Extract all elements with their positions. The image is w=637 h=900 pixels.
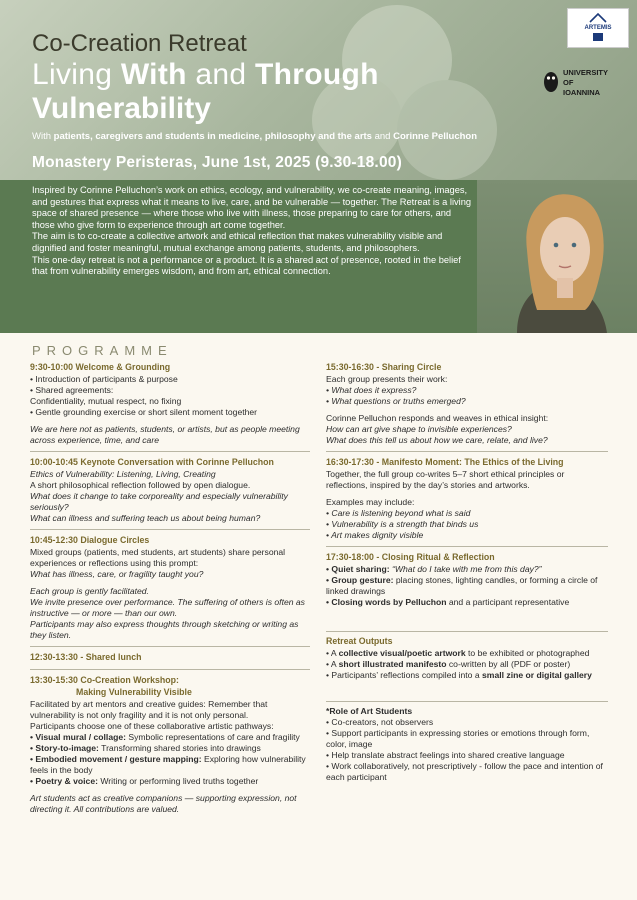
session-italic-note: • Care is listening beyond what is said — [326, 508, 471, 518]
session-dialogue-circles — [30, 533, 310, 647]
session-line: Each group presents their work: — [326, 374, 448, 384]
session-title: 9:30-10:00 Welcome & Grounding — [30, 362, 171, 372]
session-manifesto — [326, 455, 608, 547]
intro-paragraph-1: Inspired by Corinne Pelluchon’s work on ethics, ecology, and vulnerability, we co-create meaning, images, and gestures that express what it means to live, care, and be vulnerable — together. The Retreat is a living space of shared presence — where those who live with illness, those preparing to care for others, and those who give form to experience through art come together. — [32, 185, 472, 230]
programme-heading: PROGRAMME — [32, 343, 173, 358]
session-title: 10:45-12:30 Dialogue Circles — [30, 535, 150, 545]
title-line-2: Vulnerability — [32, 92, 211, 125]
session-italic-note: How can art give shape to invisible experiences? — [326, 424, 512, 434]
session-lunch — [30, 650, 310, 670]
uoi-line-3: IOANNINA — [563, 88, 601, 97]
session-line: • Introduction of participants & purpose — [30, 374, 178, 384]
session-italic-note: We are here not as patients, students, or artists, but as people meeting across experience, time, and care — [30, 424, 300, 445]
session-subtitle: Making Vulnerability Visible — [76, 687, 192, 697]
pathway-item: • Visual mural / collage: Symbolic representations of care and fragility — [30, 732, 300, 742]
session-italic-note: Participants may also express thoughts through sketching or writing as they listen. — [30, 619, 299, 640]
intro-band — [0, 180, 637, 333]
session-workshop — [30, 673, 310, 820]
owl-emblem-icon — [541, 68, 561, 94]
programme-right-column — [326, 360, 608, 783]
output-item: • A collective visual/poetic artwork to be exhibited or photographed — [326, 648, 590, 658]
session-italic-note: • What does it express? — [326, 385, 417, 395]
programme-left-column — [30, 360, 310, 820]
closing-item: • Group gesture: placing stones, lighting candles, or forming a circle of linked drawings — [326, 575, 598, 596]
artemis-mark-icon — [588, 13, 608, 23]
retreat-outputs — [326, 631, 608, 681]
output-item: • Participants’ reflections compiled into a small zine or digital gallery — [326, 670, 592, 680]
role-item: • Help translate abstract feelings into shared creative language — [326, 750, 565, 760]
session-title: 16:30-17:30 - Manifesto Moment: The Ethics of the Living — [326, 457, 564, 467]
role-item: • Work collaboratively, not prescriptively - follow the pace and intention of each participant — [326, 761, 603, 782]
title-line-1: Living With and Through — [32, 58, 379, 91]
session-keynote — [30, 455, 310, 530]
session-italic-note: What has illness, care, or fragility taught you? — [30, 569, 204, 579]
artemis-logo — [567, 8, 629, 48]
logo-area — [535, 0, 637, 102]
session-italic-note: Art students act as creative companions — supporting expression, not directing it. All contributions are valued. — [30, 793, 297, 814]
portrait-illustration — [477, 180, 637, 333]
pathway-item: • Story-to-image: Transforming shared stories into drawings — [30, 743, 261, 753]
output-item: • A short illustrated manifesto co-written by all (PDF or poster) — [326, 659, 571, 669]
session-italic-note: • Vulnerability is a strength that binds us — [326, 519, 479, 529]
event-kicker: Co-Creation Retreat — [32, 30, 247, 57]
session-line: Together, the full group co-writes 5–7 short ethical principles or reflections, inspired by the day’s stories and artworks. — [326, 469, 565, 490]
session-title: 10:00-10:45 Keynote Conversation with Corinne Pelluchon — [30, 457, 274, 467]
header-banner — [0, 0, 637, 180]
outputs-title: Retreat Outputs — [326, 636, 393, 646]
session-sharing-circle — [326, 360, 608, 452]
participants-subline: With patients, caregivers and students in medicine, philosophy and the arts and Corinne Pelluchon — [32, 131, 478, 142]
role-item: • Co-creators, not observers — [326, 717, 434, 727]
session-italic-note: What does this tell us about how we care, relate, and live? — [326, 435, 548, 445]
university-name — [563, 68, 608, 98]
session-italic-note: • Art makes dignity visible — [326, 530, 424, 540]
session-line: • Gentle grounding exercise or short silent moment together — [30, 407, 258, 417]
closing-item: • Closing words by Pelluchon and a participant representative — [326, 597, 570, 607]
pathway-item: • Embodied movement / gesture mapping: Exploring how vulnerability feels in the body — [30, 754, 306, 775]
intro-text — [32, 185, 472, 278]
session-line: Facilitated by art mentors and creative guides: Remember that vulnerability is not only fragility and it is not only personal. — [30, 699, 268, 720]
artemis-logo-text: ARTEMIS — [584, 25, 612, 31]
university-of-ioannina-logo — [539, 62, 631, 102]
pathway-item: • Poetry & voice: Writing or performing lived truths together — [30, 776, 259, 786]
uoi-line-2: OF — [563, 78, 574, 87]
portrait-photo — [477, 180, 637, 333]
session-line: Confidentiality, mutual respect, no fixing — [30, 396, 182, 406]
artemis-square-icon — [593, 33, 603, 41]
session-line: A short philosophical reflection followed by open dialogue. — [30, 480, 251, 490]
session-line: • Shared agreements: — [30, 385, 114, 395]
session-italic-note: We invite presence over performance. The suffering of others is often as instructive — or more — than our own. — [30, 597, 305, 618]
session-italic-note: • What questions or truths emerged? — [326, 396, 466, 406]
session-line: Participants choose one of these collaborative artistic pathways: — [30, 721, 274, 731]
session-italic-note: What does it change to take corporeality and especially vulnerability seriously? — [30, 491, 288, 512]
session-title: 15:30-16:30 - Sharing Circle — [326, 362, 442, 372]
session-welcome — [30, 360, 310, 452]
event-date-location: Monastery Peristeras, June 1st, 2025 (9.30-18.00) — [32, 154, 402, 171]
session-italic-note: What can illness and suffering teach us about being human? — [30, 513, 261, 523]
intro-paragraph-3: This one-day retreat is not a performance or a product. It is a shared act of presence, rooted in the belief that from vulnerability emerges wisdom, and from art, ethical connection. — [32, 254, 461, 277]
session-italic-note: Ethics of Vulnerability: Listening, Living, Creating — [30, 469, 216, 479]
session-title: 17:30-18:00 - Closing Ritual & Reflection — [326, 552, 495, 562]
session-line: Mixed groups (patients, med students, art students) share personal experiences or reflections using this prompt: — [30, 547, 286, 568]
role-item: • Support participants in expressing stories or emotions through form, color, image — [326, 728, 590, 749]
role-of-art-students — [326, 701, 608, 783]
session-italic-note: Each group is gently facilitated. — [30, 586, 149, 596]
intro-paragraph-2: The aim is to co-create a collective artwork and ethical reflection that makes vulnerability visible and dignified and foster meaningful, mutual exchange among patients, students, and philosophers. — [32, 231, 443, 253]
session-line: Corinne Pelluchon responds and weaves in ethical insight: — [326, 413, 549, 423]
session-line: Examples may include: — [326, 497, 415, 507]
session-title: 13:30-15:30 Co-Creation Workshop: — [30, 675, 179, 685]
session-closing — [326, 550, 608, 613]
role-title: *Role of Art Students — [326, 706, 413, 716]
closing-item: • Quiet sharing: “What do I take with me from this day?” — [326, 564, 542, 574]
session-title: 12:30-13:30 - Shared lunch — [30, 652, 142, 662]
uoi-line-1: UNIVERSITY — [563, 68, 609, 77]
